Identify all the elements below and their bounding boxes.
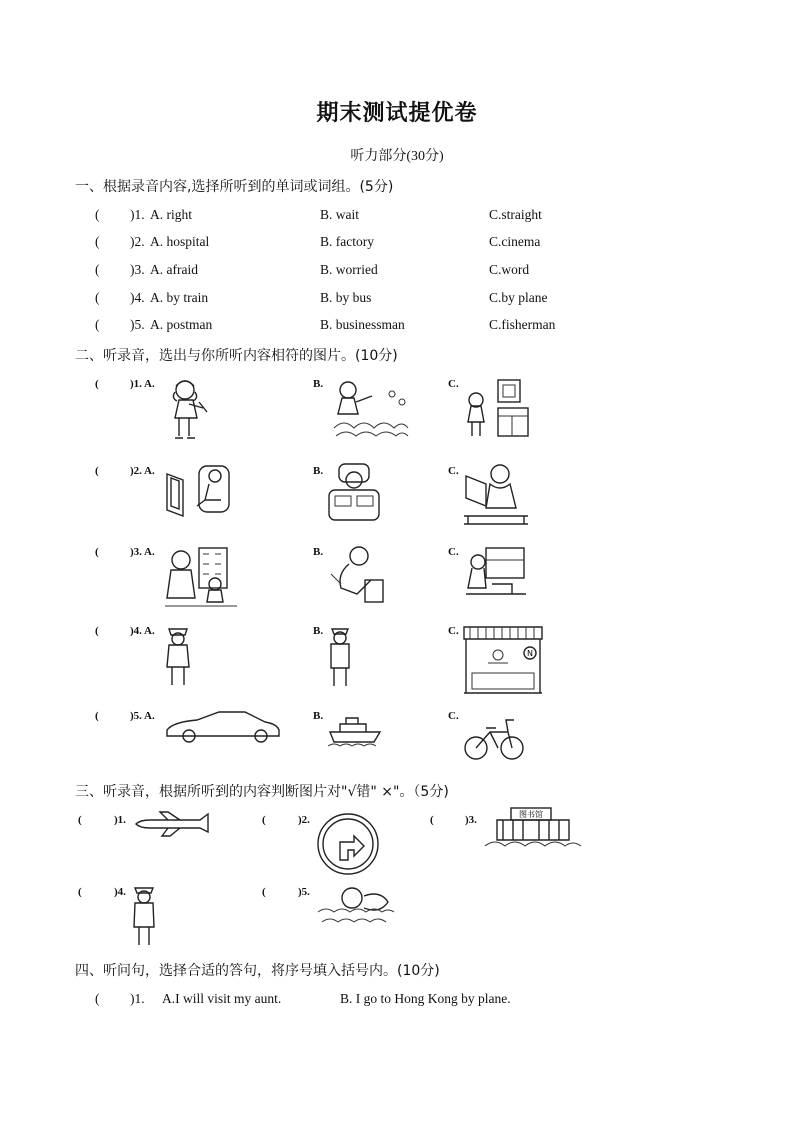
answer-bracket[interactable]: ( (95, 234, 100, 249)
section-3-heading: 三、听录音，根据所听到的内容判断图片对"√错" ×"。（5分) (75, 784, 449, 800)
question-number: )2. (130, 234, 145, 249)
answer-bracket[interactable]: ( (95, 378, 99, 390)
option-c: C.fisherman (489, 317, 556, 332)
item-number: )1. (114, 814, 126, 826)
option-c: C.cinema (489, 234, 541, 249)
girl-violin-picture (163, 376, 213, 442)
item-number: )4. (114, 886, 126, 898)
question-label: )5. A. (130, 710, 155, 722)
question-number: )1. (130, 991, 145, 1006)
man-cooking-picture (325, 460, 385, 526)
question-number: )3. (130, 262, 145, 277)
page-subtitle: 听力部分(30分) (350, 149, 444, 164)
option-c: C.by plane (489, 290, 548, 305)
answer-bracket[interactable]: ( (78, 814, 82, 826)
question-number: )1. (130, 207, 145, 222)
option-a: A. right (150, 207, 192, 222)
option-c: C.straight (489, 207, 542, 222)
item-number: )3. (465, 814, 477, 826)
answer-bracket[interactable]: ( (262, 814, 266, 826)
question-label: )3. A. (130, 546, 155, 558)
option-b-label: B. (313, 378, 324, 390)
option-c-label: C. (448, 546, 459, 558)
police-officer-picture (130, 882, 158, 948)
option-a: A.I will visit my aunt. (162, 991, 282, 1006)
turn-right-sign-picture (316, 812, 380, 876)
option-c: C.word (489, 262, 530, 277)
option-c-label: C. (448, 378, 459, 390)
option-a: A. by train (150, 290, 209, 305)
fish-shop-picture (462, 623, 544, 695)
answer-bracket[interactable]: ( (430, 814, 434, 826)
answer-bracket[interactable]: ( (95, 546, 99, 558)
option-b-label: B. (313, 710, 324, 722)
answer-bracket[interactable]: ( (95, 290, 100, 305)
ship-picture (326, 708, 384, 750)
option-b: B. wait (320, 207, 359, 222)
option-a: A. postman (150, 317, 213, 332)
sign-letter: N (527, 649, 533, 658)
policeman-picture (326, 623, 354, 689)
option-a: A. afraid (150, 262, 198, 277)
option-b-label: B. (313, 546, 324, 558)
option-c-label: C. (448, 710, 459, 722)
option-c-label: C. (448, 465, 459, 477)
item-number: )5. (298, 886, 310, 898)
option-c-label: C. (448, 625, 459, 637)
question-label: )2. A. (130, 465, 155, 477)
woman-office-picture (462, 544, 528, 606)
answer-bracket[interactable]: ( (95, 465, 99, 477)
option-b: B. worried (320, 262, 378, 277)
answer-bracket[interactable]: ( (95, 710, 99, 722)
airplane-picture (132, 812, 210, 838)
girl-flowers-picture (330, 376, 410, 446)
question-label: )4. A. (130, 625, 155, 637)
postman-picture (163, 623, 193, 689)
question-number: )4. (130, 290, 145, 305)
option-b-label: B. (313, 465, 324, 477)
option-a: A. hospital (150, 234, 210, 249)
question-number: )5. (130, 317, 145, 332)
bicycle-picture (462, 708, 526, 764)
boy-computer-picture (462, 460, 534, 528)
page-title: 期末测试提优卷 (316, 101, 478, 126)
item-number: )2. (298, 814, 310, 826)
answer-bracket[interactable]: ( (262, 886, 266, 898)
option-b: B. businessman (320, 317, 405, 332)
boy-tv-picture (163, 460, 239, 522)
question-label: )1. A. (130, 378, 155, 390)
section-1-heading: 一、根据录音内容,选择所听到的单词或词组。(5分) (75, 179, 394, 195)
section-2-heading: 二、听录音，选出与你所听内容相符的图片。(10分) (75, 348, 398, 364)
car-picture (163, 708, 281, 744)
option-b: B. I go to Hong Kong by plane. (340, 991, 511, 1006)
option-b-label: B. (313, 625, 324, 637)
section-4-heading: 四、听问句，选择合适的答句，将序号填入括号内。(10分) (75, 963, 440, 979)
girl-reading-picture (462, 376, 532, 440)
answer-bracket[interactable]: ( (95, 991, 100, 1006)
answer-bracket[interactable]: ( (95, 317, 100, 332)
swimming-picture (316, 882, 398, 928)
answer-bracket[interactable]: ( (95, 207, 100, 222)
answer-bracket[interactable]: ( (78, 886, 82, 898)
library-picture (483, 806, 583, 854)
answer-bracket[interactable]: ( (95, 625, 99, 637)
option-b: B. by bus (320, 290, 372, 305)
answer-bracket[interactable]: ( (95, 262, 100, 277)
option-b: B. factory (320, 234, 374, 249)
mother-child-picture (163, 544, 239, 610)
library-sign: 图书馆 (519, 810, 543, 819)
man-work-picture (325, 544, 389, 606)
